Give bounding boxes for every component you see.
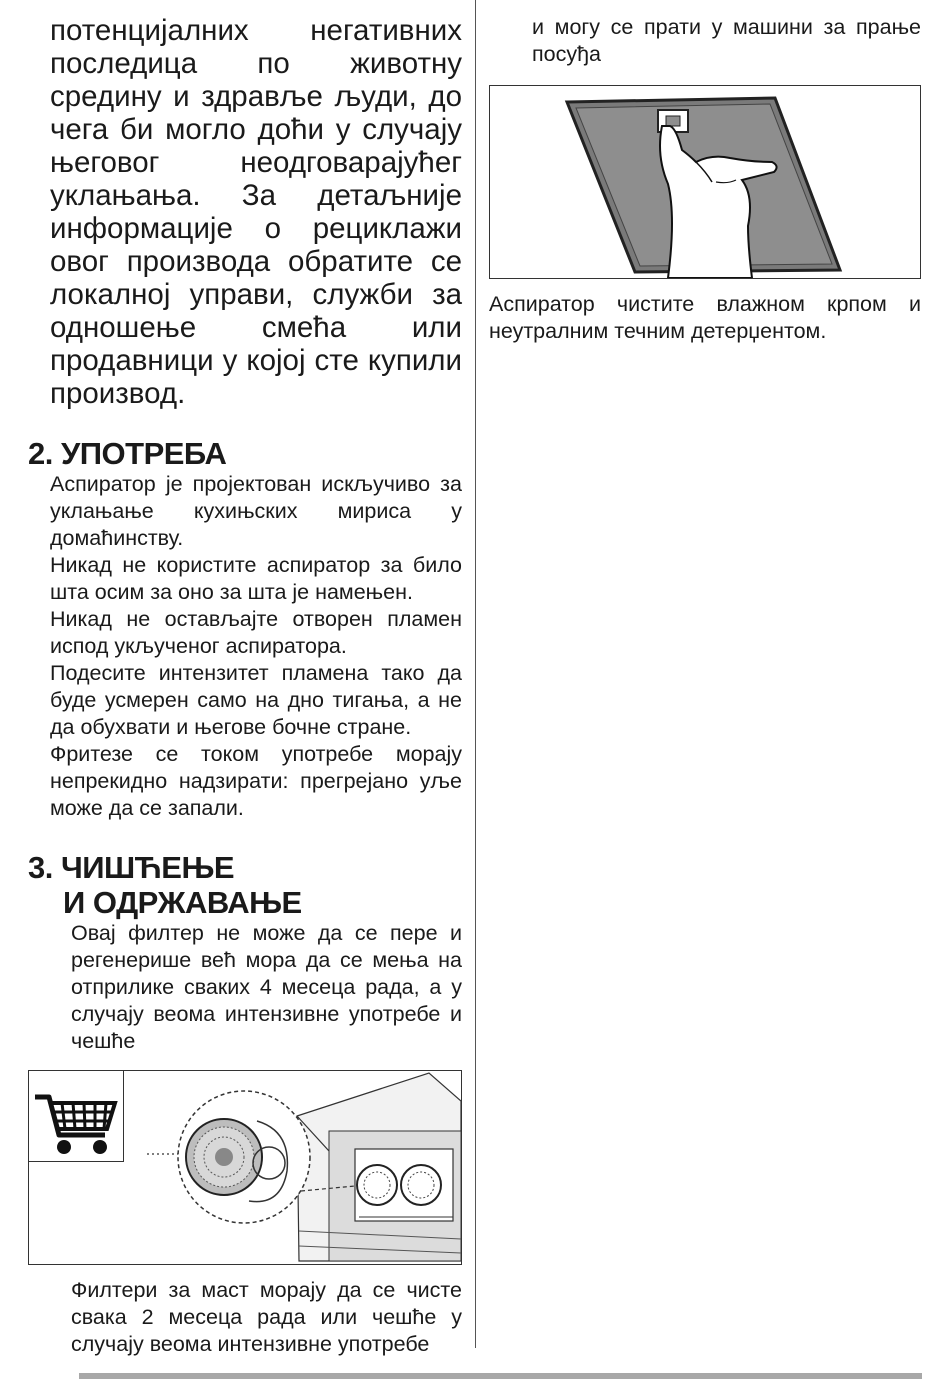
- filter-replacement-text: Овај филтер не може да се пере и регенерише већ мора да се мења на отприлике сваких 4 месеца рада, а у случају веома интензивне употребе и чешће: [71, 921, 462, 1053]
- use-paragraph: Фритезе се током употребе морају непрекидно надзирати: прегрејано уље може да се запали.: [50, 742, 462, 820]
- carbon-filter-illustration: [29, 1071, 461, 1264]
- hood-cleaning-illustration: [489, 85, 921, 279]
- use-paragraph: Никад не користите аспиратор за било шта осим за оно за шта је намењен.: [50, 553, 462, 604]
- continued-text: и могу се прати у машини за прање посуђа: [532, 15, 921, 66]
- grease-filter-text: Филтери за маст морају да се чисте свака 2 месеца рада или чешће у случају веома интензивне употребе: [71, 1278, 462, 1356]
- left-column: [28, 14, 462, 1358]
- use-paragraph: Никад не остављајте отворен пламен испод укљученог аспиратора.: [50, 607, 462, 658]
- heading-line-1: 3. ЧИШЋЕЊЕ: [28, 850, 235, 885]
- use-paragraph: Подесите интензитет пламена тако да буде усмерен само на дно тигања, а не да обухвати и његове бочне стране.: [50, 661, 462, 739]
- grease-filter-hand-illustration: [490, 86, 920, 278]
- use-paragraph: Аспиратор је пројектован искључиво за уклањање кухињских мириса у домаћинству.: [50, 472, 462, 550]
- intro-paragraph: потенцијалних негативних последица по животну средину и здравље људи, до чега би могло доћи у случају његовог неодговарајућег уклањања. За детаљније информације о рециклажи овог производа обратите се локалној управи, служби за одношење смећа или продавници у којој сте купили производ.: [50, 14, 462, 410]
- section-heading-cleaning: [28, 850, 462, 920]
- footer-bar: [79, 1373, 922, 1379]
- right-column: [489, 14, 921, 345]
- section-heading-use: 2. УПОТРЕБА: [28, 436, 227, 471]
- use-section-body: [28, 471, 462, 822]
- filter-illustration: [28, 1070, 462, 1265]
- column-divider: [475, 0, 476, 1348]
- hood-cleaning-caption: Аспиратор чистите влажном крпом и неутралним течним детерџентом.: [489, 292, 921, 343]
- heading-line-2: И ОДРЖАВАЊЕ: [63, 885, 302, 920]
